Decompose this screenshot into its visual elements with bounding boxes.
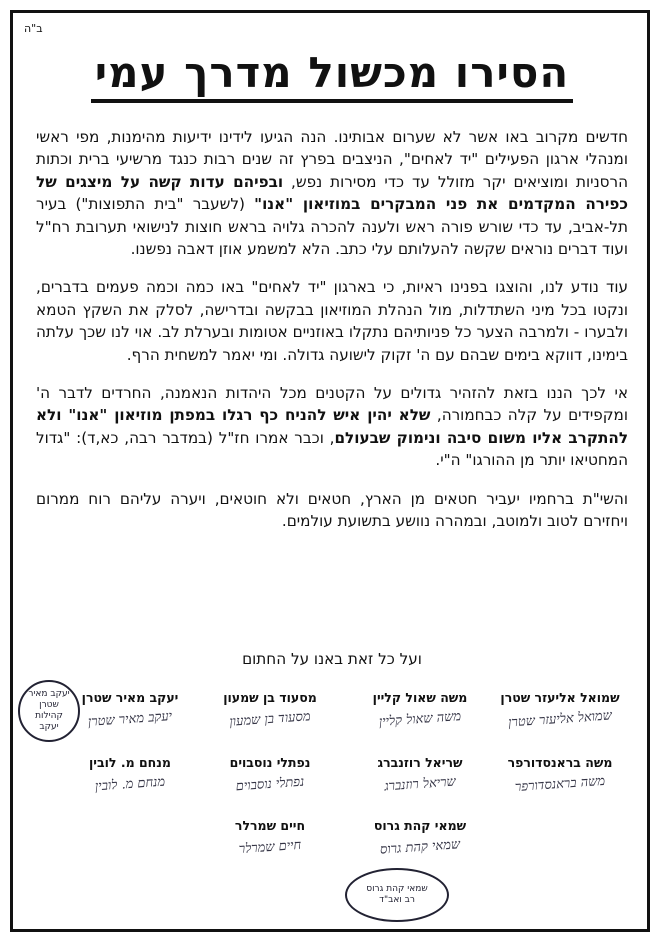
handwritten-signature: שמאי קהת גרוס xyxy=(379,837,461,858)
paragraph-4-text: והשי"ת ברחמיו יעביר חטאים מן הארץ, חטאים ולא חוטאים, ויערה עליהם רוח ממרום ויחזירם לטוב ולמוטב, ובמהרה נוושע בתשועת עולמים. xyxy=(36,489,628,531)
letter-body xyxy=(36,126,628,549)
paragraph-3-text-end: , וכבר אמרו חז"ל (במדבר רבה, כא,ד): "גדול המחטיאו יותר מן ההורגו" ה"י. xyxy=(36,428,628,470)
seal-text: יעקב מאיר שטרן xyxy=(28,689,70,710)
handwritten-signature: שמואל אליעזר שטרן xyxy=(507,708,613,731)
rabbi-seal-stamp xyxy=(345,868,449,922)
signatory-name: חיים שמרלר xyxy=(234,818,306,833)
handwritten-signature: חיים שמרלר xyxy=(238,837,302,858)
signature-block xyxy=(490,755,630,796)
title-text: הסירו מכשול מדרך עמי xyxy=(91,48,574,103)
seal-text: שמאי קהת גרוס xyxy=(366,884,428,894)
handwritten-signature: יעקב מאיר שטרן xyxy=(87,709,173,730)
paragraph-1-text-end: (לשעבר "בית התפוצות") בעיר תל-אביב, עד כדי שורש פורה ראש ולענה להכרה גלויה בראש חוצות לנישואי תערובת רח"ל ועוד דברים נוראים שקשה להעלותם עלי כתב. הלא למשמע אוזן דאבה נפשנו. xyxy=(36,195,628,259)
signature-block xyxy=(350,818,490,858)
signatory-name: שמאי קהת גרוס xyxy=(373,818,467,833)
paragraph-3-bold: שלא יהין איש להניח כף רגלו במפתן מוזיאון "אנו" ולא להתקרב אליו משום סיבה ונימוק שבעולם xyxy=(36,406,629,447)
signature-block xyxy=(200,818,340,858)
signatory-name: מסעוד בן שמעון xyxy=(223,690,317,705)
bh-heading: ב"ה xyxy=(24,22,43,35)
signature-block xyxy=(60,690,200,730)
seal-text: רב ואב"ד xyxy=(379,895,415,905)
paragraph-2-text: עוד נודע לנו, והוצגו בפנינו ראיות, כי בארגון "יד לאחים" באו כמה וכמה פעמים בדברים, ונקטו בכל מיני השתדלות, מול הנהלת המוזיאון בבקשה ובדרישה, לסלק את השקץ הטמא ולבערו - ולמרבה הצער כל פניותיהם נתקלו באוזניים אטומות ובערלת לב. אוי לנו שכך עלתה בימינו, דווקא בימים שבהם עם ה' זקוק לישועה גדולה. ומי יאמר למשחית הרף. xyxy=(36,278,628,364)
paragraph-1 xyxy=(36,126,628,260)
paragraph-1-bold: ובפיהם עדות קשה על מיצגים של כפירה המקדמים את פני המבקרים במוזיאון "אנו" xyxy=(36,172,628,214)
paragraph-3 xyxy=(36,382,628,472)
seal-text: קהילות xyxy=(35,711,63,721)
signatory-name: מנחם מ. לובין xyxy=(89,755,171,770)
handwritten-signature: נפתלי נוסבוים xyxy=(235,774,305,795)
page-title xyxy=(0,48,664,97)
handwritten-signature: מסעוד בן שמעון xyxy=(228,709,312,730)
rabbi-seal-stamp xyxy=(18,680,80,742)
signature-block xyxy=(490,690,630,731)
signature-block xyxy=(350,690,490,730)
handwritten-signature: משה שאול קליין xyxy=(378,709,462,730)
signatory-name: נפתלי נוסבוים xyxy=(229,755,311,770)
signatory-name: משה שאול קליין xyxy=(372,690,468,705)
handwritten-signature: שריאל רוזנברג xyxy=(383,774,457,795)
signatory-name: יעקב מאיר שטרן xyxy=(81,690,179,705)
handwritten-signature: מנחם מ. לובין xyxy=(94,774,166,795)
paragraph-2 xyxy=(36,276,628,366)
signature-block xyxy=(350,755,490,795)
signature-block xyxy=(200,690,340,730)
paragraph-4 xyxy=(36,488,628,533)
signature-block xyxy=(60,755,200,795)
handwritten-signature: משה בראנסדורפר xyxy=(514,773,606,796)
closing-line: ועל כל זאת באנו על החתום xyxy=(242,650,422,668)
paragraph-3-text: אי לכך הננו בזאת להזהיר גדולים על הקטנים מכל היהדות הנאמנה, החרדים לדבר ה' ומקפידים על קלה כבחמורה, xyxy=(36,384,628,425)
signatory-name: שמואל אליעזר שטרן xyxy=(500,690,620,705)
signatory-name: משה בראנסדורפר xyxy=(507,755,613,770)
signatory-name: שריאל רוזנברג xyxy=(377,755,463,770)
paragraph-1-text: חדשים מקרוב באו אשר לא שערום אבותינו. הנה הגיעו לידינו ידיעות מהימנות, מפי ראשי ומנהלי ארגון הפעילים "יד לאחים", הניצבים בפרץ זה שנים רבות כנגד מרשיעי ברית וכתות הרסניות ומוציאים יקר מזולל עד כדי מסירות נפש, xyxy=(36,128,629,191)
signature-block xyxy=(200,755,340,795)
seal-text: יעקב xyxy=(39,722,59,732)
